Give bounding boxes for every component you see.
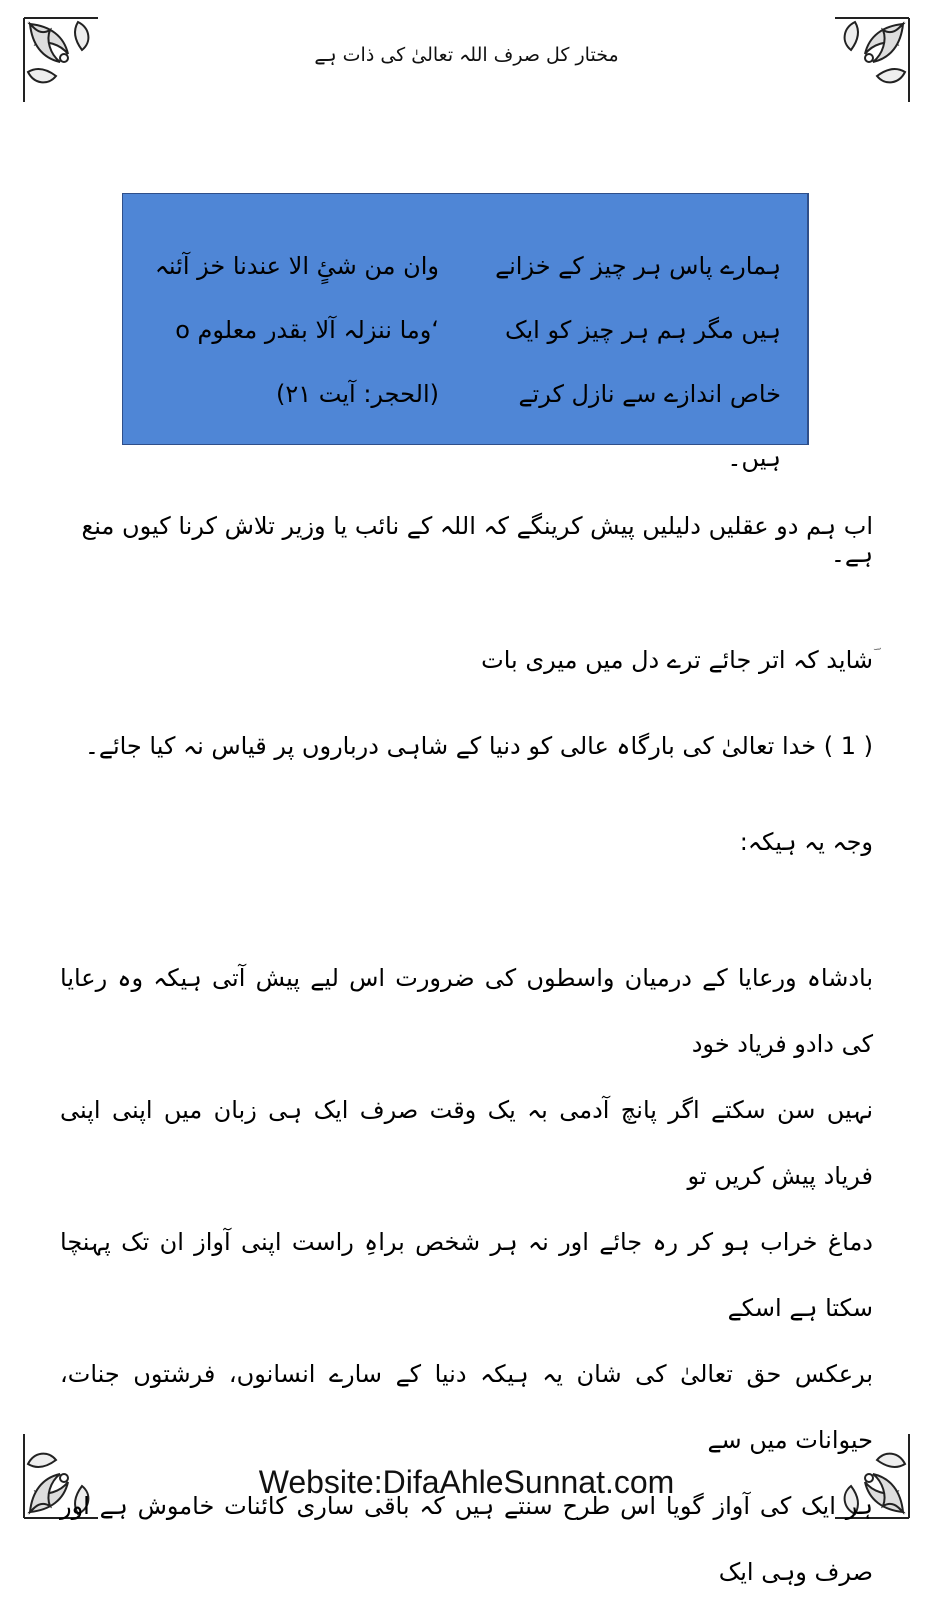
poetry-verse: ؔشاید کہ اتر جائے ترے دل میں میری بات <box>481 646 873 674</box>
website-footer: Website:DifaAhleSunnat.com <box>258 1464 675 1500</box>
intro-paragraph: اب ہم دو عقلیں دلیلیں پیش کرینگے کہ اللہ کے نائب یا وزیر تلاش کرنا کیوں منع ہے۔ <box>81 512 873 568</box>
body-paragraph <box>60 945 873 1605</box>
point-one: ( 1 ) خدا تعالیٰ کی بارگاہ عالی کو دنیا کے شاہی درباروں پر قیاس نہ کیا جائے۔ <box>84 732 873 760</box>
page-title: مختار کل صرف اللہ تعالیٰ کی ذات ہے <box>314 44 619 66</box>
body-line: برعکس حق تعالیٰ کی شان یہ ہیکہ دنیا کے سارے انسانوں، فرشتوں جنات، حیوانات میں سے <box>60 1360 873 1454</box>
verse-table <box>122 193 809 472</box>
reason-heading: وجہ یہ ہیکہ: <box>739 828 873 856</box>
body-line: بادشاہ ورعایا کے درمیان واسطوں کی ضرورت اس لیے پیش آتی ہیکہ وہ رعایا کی دادو فریاد خود <box>60 964 873 1058</box>
body-line: ہر ایک کی آواز گویا اس طرح سنتے ہیں کہ باقی ساری کائنات خاموش ہے اور صرف وہی ایک <box>60 1492 873 1586</box>
arabic-verse-cell: وان من شیٍٔ الا عندنا خز آئنہ ‘وما ننزلہ آلا بقدر معلوم o (الحجر: آیت ۲۱) <box>154 252 439 408</box>
body-line: نہیں سن سکتے اگر پانچ آدمی بہ یک وقت صرف ایک ہی زبان میں اپنی اپنی فریاد پیش کریں تو <box>60 1096 873 1190</box>
body-line: دماغ خراب ہو کر رہ جائے اور نہ ہر شخص براہِ راست اپنی آواز ان تک پہنچا سکتا ہے اسکے <box>60 1228 873 1322</box>
urdu-translation-cell: ہمارے پاس ہر چیز کے خزانے ہیں مگر ہم ہر چیز کو ایک خاص اندازے سے نازل کرتے ہیں۔ <box>465 194 808 444</box>
